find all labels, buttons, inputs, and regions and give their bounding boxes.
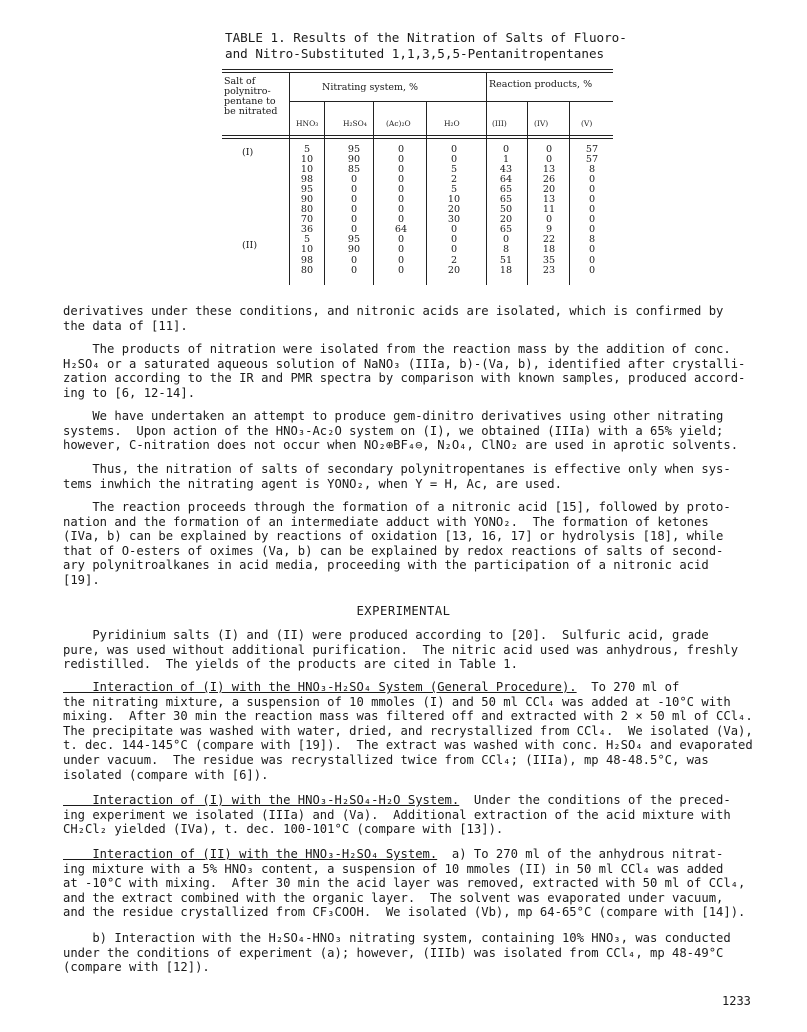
table-cell: 0: [397, 264, 405, 276]
table-cell: 0: [397, 194, 405, 206]
table-cell: 13: [542, 194, 556, 206]
table-cell: 0: [450, 244, 458, 256]
table-vrule: [527, 102, 528, 285]
table-cell: 8: [588, 164, 596, 176]
table-cell: 98: [300, 174, 314, 186]
table-cell: 0: [397, 164, 405, 176]
col-header-h2so4: H₂SO₄: [343, 119, 367, 128]
col-header-ac2o: (Ac)₂O: [386, 119, 411, 128]
table-cell: 0: [397, 184, 405, 196]
column-v: [578, 145, 606, 276]
table-cell: 18: [542, 244, 556, 256]
col-header-v: (V): [581, 119, 593, 128]
col-header-iii: (III): [492, 119, 507, 128]
table-cell: 20: [447, 204, 461, 216]
column-iv: [535, 145, 563, 276]
col-header-h2o: H₂O: [444, 119, 460, 128]
table-cell: 0: [350, 214, 358, 226]
procedure-title: Interaction of (I) with the HNO₃-H₂SO₄ System (General Procedure).: [63, 680, 577, 694]
section-heading-experimental: EXPERIMENTAL: [356, 604, 451, 618]
paragraph-thus: Thus, the nitration of salts of secondary polynitropentanes is effective only when sys- tems inwhich the nitrating agent is YONO₂, when Y = H, Ac, are used.: [63, 462, 731, 491]
table-cell: 0: [450, 144, 458, 155]
table-cell: 2: [450, 174, 458, 186]
table-cell: 0: [502, 144, 510, 155]
table-cell: 11: [542, 204, 556, 216]
table-cell: 10: [300, 154, 314, 166]
table-cell: 13: [542, 164, 556, 176]
table-cell: 9: [545, 224, 553, 236]
table-cell: 0: [350, 204, 358, 216]
table-cell: 20: [542, 184, 556, 196]
paragraph-mechanism: The reaction proceeds through the formation of a nitronic acid [15], followed by proto- nation and the formation of an intermediate adduct with YONO₂. The formation of ketones (IVa, b) can be explained by reactions of oxidation [13, 16, 17] or hydrolysis [18], while that of O-esters of oximes (Va, b) can be explained by redox reactions of salts of second- ary polynitroalkanes in acid media, proceeding with the participation of a nitronic acid [19].: [63, 500, 731, 587]
table-cell: 5: [450, 184, 458, 196]
table-cell: 30: [447, 214, 461, 226]
table-cell: 90: [347, 244, 361, 256]
col-header-iv: (IV): [534, 119, 549, 128]
table-cell: 0: [350, 184, 358, 196]
procedure-title: Interaction of (I) with the HNO₃-H₂SO₄-H₂O System.: [63, 793, 460, 807]
table-cell: 65: [499, 194, 513, 206]
table-cell: 57: [585, 144, 599, 155]
table-cell: 95: [300, 184, 314, 196]
table-cell: 64: [499, 174, 513, 186]
table-cell: 65: [499, 224, 513, 236]
nitrating-system-header: Nitrating system, %: [322, 82, 419, 93]
column-ac2o: [387, 145, 415, 276]
table-cell: 0: [502, 234, 510, 246]
procedure-title: Interaction of (II) with the HNO₃-H₂SO₄ System.: [63, 847, 438, 861]
table-cell: 1: [502, 154, 510, 166]
table-header-rule-2: [222, 138, 613, 139]
table-cell: 0: [588, 214, 596, 226]
table-cell: 10: [300, 244, 314, 256]
table-cell: 2: [450, 254, 458, 266]
table-cell: 35: [542, 254, 556, 266]
table-cell: 23: [542, 264, 556, 276]
table-cell: 0: [350, 264, 358, 276]
table-cell: 10: [300, 164, 314, 176]
paragraph-attempt: We have undertaken an attempt to produce gem-dinitro derivatives using other nitrating systems. Upon action of the HNO₃-Ac₂O system on (I), we obtained (IIIa) with a 65% yield; however, C-nitration does not occur when NO₂⊕BF₄⊖, N₂O₄, ClNO₂ are used in aprotic solvents.: [63, 409, 739, 453]
paragraph-continuation: derivatives under these conditions, and nitronic acids are isolated, which is confirmed by the data of [11].: [63, 304, 724, 333]
table-cell: 0: [588, 254, 596, 266]
table-cell: 0: [588, 264, 596, 276]
table-cell: 0: [397, 234, 405, 246]
table-cell: 20: [447, 264, 461, 276]
table-cell: 90: [300, 194, 314, 206]
salt-header: Salt of polynitro- pentane to be nitrated: [224, 76, 278, 117]
reaction-products-header: Reaction products, %: [489, 79, 593, 90]
table-cell: 8: [588, 234, 596, 246]
table-cell: 0: [397, 154, 405, 166]
table-cell: 98: [300, 254, 314, 266]
row-label-I: (I): [242, 147, 254, 158]
table-cell: 0: [397, 214, 405, 226]
table-cell: 5: [303, 234, 311, 246]
subheader-rule: [289, 101, 613, 102]
table-cell: 10: [447, 194, 461, 206]
table-cell: 36: [300, 224, 314, 236]
table-cell: 0: [397, 144, 405, 155]
table-vrule: [486, 72, 487, 285]
table-cell: 0: [588, 244, 596, 256]
table-cell: 0: [450, 154, 458, 166]
paragraph-pyridinium: Pyridinium salts (I) and (II) were produced according to [20]. Sulfuric acid, grade pure, was used without additional purification. The nitric acid used was anhydrous, freshly redistilled. The yields of the products are cited in Table 1.: [63, 628, 739, 672]
paragraph-ii-system: Interaction of (II) with the HNO₃-H₂SO₄ System. a) To 270 ml of the anhydrous nitrat- ing mixture with a 5% HNO₃ content, a suspension of 10 mmoles (II) in 50 ml CCl₄ was added at -10°C with mixing. After 30 min the acid layer was removed, extracted with 50 ml of CCl₄, and the extract combined with the organic layer. The solvent was evaporated under vacuum, and the residue crystallized from CF₃COOH. We isolated (Vb), mp 64-65°C (compare with [14]).: [63, 847, 746, 920]
table-cell: 0: [545, 144, 553, 155]
paragraph-h2o-system: Interaction of (I) with the HNO₃-H₂SO₄-H₂O System. Under the conditions of the preced- ing experiment we isolated (IIIa) and (Va). Additional extraction of the acid mixture with CH₂Cl₂ yielded (IVa), t. dec. 100-101°C (compare with [13]).: [63, 793, 731, 837]
table-caption-line-2: and Nitro-Substituted 1,1,3,5,5-Pentanitropentanes: [225, 46, 605, 61]
table-cell: 90: [347, 154, 361, 166]
table-cell: 8: [502, 244, 510, 256]
table-cell: 0: [397, 174, 405, 186]
paragraph-general-procedure: Interaction of (I) with the HNO₃-H₂SO₄ System (General Procedure). To 270 ml of the nitrating mixture, a suspension of 10 mmoles (I) and 50 ml CCl₄ was added at -10°C with mixing. After 30 min the reaction mass was filtered off and extracted with 2 × 50 ml of CCl₄. The precipitate was washed with water, dried, and recrystallized from CCl₄. We isolated (Va), t. dec. 144-145°C (compare with [19]). The extract was washed with conc. H₂SO₄ and evaporated under vacuum. The residue was recrystallized twice from CCl₄; (IIIa), mp 48-48.5°C, was isolated (compare with [6]).: [63, 680, 753, 782]
table-cell: 0: [397, 254, 405, 266]
column-h2so4: [340, 145, 368, 276]
table-cell: 85: [347, 164, 361, 176]
column-iii: [492, 145, 520, 276]
table-cell: 18: [499, 264, 513, 276]
table-cell: 0: [350, 254, 358, 266]
table-cell: 57: [585, 154, 599, 166]
table-cell: 20: [499, 214, 513, 226]
table-vrule: [289, 72, 290, 285]
table-cell: 0: [588, 224, 596, 236]
table-cell: 0: [588, 194, 596, 206]
table-cell: 50: [499, 204, 513, 216]
table-cell: 0: [397, 204, 405, 216]
table-cell: 64: [394, 224, 408, 236]
table-cell: 95: [347, 234, 361, 246]
table-caption: [225, 30, 627, 62]
table-caption-line-1: TABLE 1. Results of the Nitration of Salts of Fluoro-: [225, 30, 627, 45]
table-cell: 51: [499, 254, 513, 266]
table-vrule: [324, 102, 325, 285]
table-cell: 80: [300, 204, 314, 216]
table-top-rule-2: [222, 72, 613, 73]
table-vrule: [373, 102, 374, 285]
table-cell: 5: [303, 144, 311, 155]
page-number: 1233: [722, 994, 751, 1008]
table-cell: 0: [545, 214, 553, 226]
table-cell: 43: [499, 164, 513, 176]
table-cell: 0: [350, 224, 358, 236]
table-cell: 0: [397, 244, 405, 256]
table-cell: 26: [542, 174, 556, 186]
row-label-II: (II): [242, 240, 258, 251]
table-vrule: [569, 102, 570, 285]
table-cell: 0: [350, 174, 358, 186]
table-cell: 80: [300, 264, 314, 276]
table-top-rule: [222, 69, 613, 70]
table-cell: 0: [588, 184, 596, 196]
table-cell: 22: [542, 234, 556, 246]
table-cell: 0: [350, 194, 358, 206]
col-header-hno3: HNO₃: [296, 119, 319, 128]
table-cell: 95: [347, 144, 361, 155]
table-cell: 0: [450, 224, 458, 236]
paragraph-b: b) Interaction with the H₂SO₄-HNO₃ nitrating system, containing 10% HNO₃, was conducted under the conditions of experiment (a); however, (IIIb) was isolated from CCl₄, mp 48-49°C (compare with [12]).: [63, 931, 731, 975]
table-header-rule: [222, 135, 613, 136]
column-hno3: [293, 145, 321, 276]
table-cell: 0: [450, 234, 458, 246]
table-cell: 70: [300, 214, 314, 226]
table-cell: 5: [450, 164, 458, 176]
table-cell: 0: [588, 204, 596, 216]
table-vrule: [426, 102, 427, 285]
table-cell: 65: [499, 184, 513, 196]
column-h2o: [440, 145, 468, 276]
table-cell: 0: [588, 174, 596, 186]
table-cell: 0: [545, 154, 553, 166]
paragraph-isolation: The products of nitration were isolated from the reaction mass by the addition of conc. H₂SO₄ or a saturated aqueous solution of NaNO₃ (IIIa, b)-(Va, b), identified after crystalli- zation according to the IR and PMR spectra by comparison with known samples, produced accord- ing to [6, 12-14].: [63, 342, 746, 400]
